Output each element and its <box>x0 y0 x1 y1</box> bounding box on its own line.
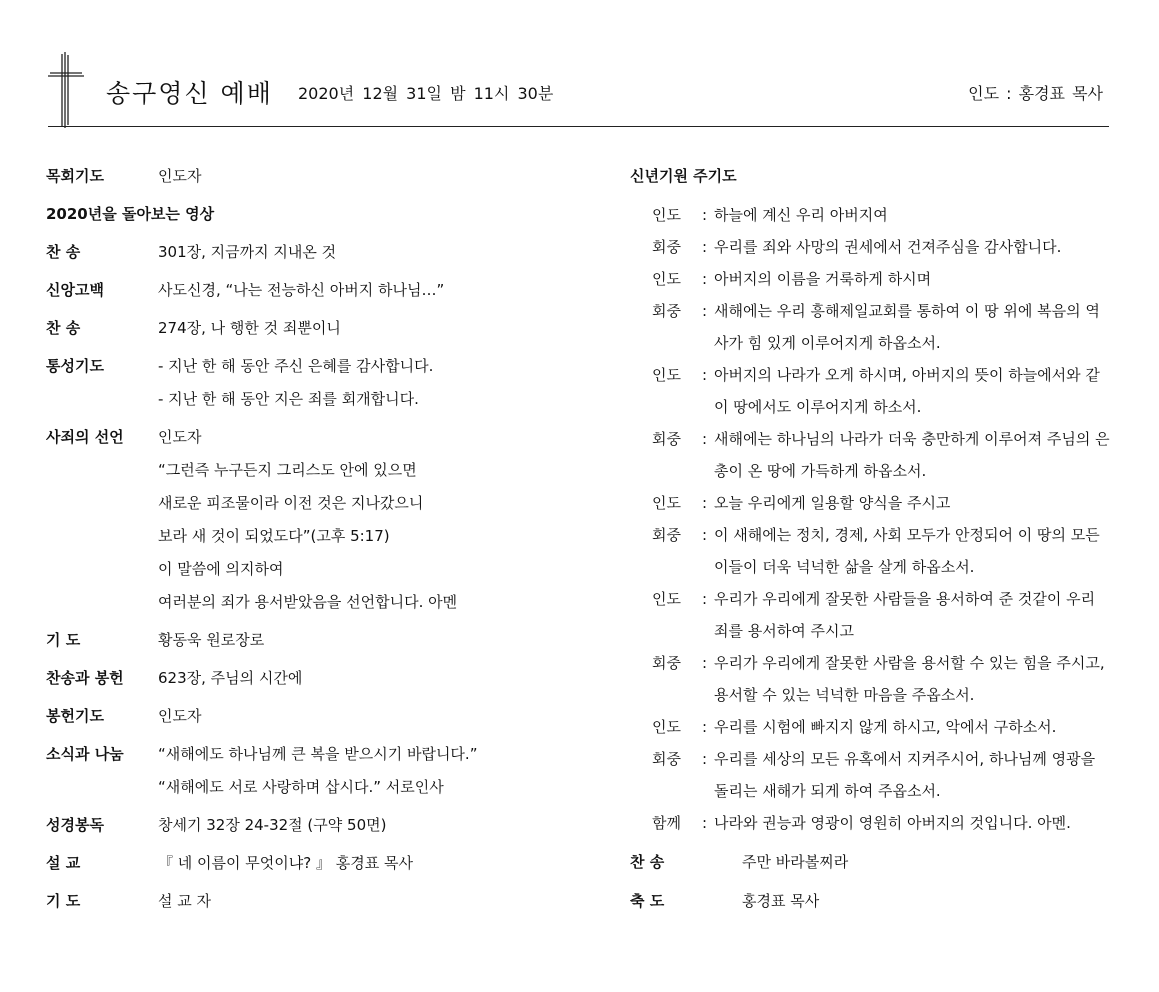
prayer-speaker: 인도 <box>652 270 681 288</box>
prayer-text: 우리가 우리에게 잘못한 사람을 용서할 수 있는 힘을 주시고, 용서할 수 있는 넉넉한 마음을 주옵소서. <box>714 654 1105 704</box>
item-value: 623장, 주님의 시간에 <box>158 669 303 687</box>
item-label: 사죄의 선언 <box>46 428 124 446</box>
item-continuation: “그런즉 누구든지 그리스도 안에 있으면 <box>158 461 417 479</box>
item-value: 인도자 <box>158 707 202 725</box>
item-value: 창세기 32장 24-32절 (구약 50면) <box>158 816 387 834</box>
item-label: 기 도 <box>46 892 81 910</box>
item-value: - 지난 한 해 동안 주신 은혜를 감사합니다. <box>158 357 434 375</box>
item-continuation: 보라 새 것이 되었도다”(고후 5:17) <box>158 527 390 545</box>
order-item <box>46 700 586 733</box>
prayer-text: 아버지의 나라가 오게 하시며, 아버지의 뜻이 하늘에서와 같이 땅에서도 이루어지게 하소서. <box>714 366 1100 416</box>
prayer-text: 나라와 권능과 영광이 영원히 아버지의 것입니다. 아멘. <box>714 814 1071 832</box>
prayer-colon: : <box>702 718 708 736</box>
prayer-line <box>630 519 1110 583</box>
prayer-speaker: 인도 <box>652 366 681 384</box>
prayer-speaker: 함께 <box>652 814 681 832</box>
closing-item <box>630 843 1110 882</box>
prayer-line <box>630 807 1110 839</box>
order-item <box>46 809 586 842</box>
order-item <box>46 885 586 918</box>
cross-icon <box>48 52 84 128</box>
item-label: 설 교 <box>46 854 81 872</box>
prayer-text: 우리를 세상의 모든 유혹에서 지켜주시어, 하나님께 영광을 돌리는 새해가 되게 하여 주옵소서. <box>714 750 1096 800</box>
order-item <box>46 236 586 269</box>
page-title: 송구영신 예배 <box>106 79 273 108</box>
order-item <box>46 160 586 193</box>
item-value: 인도자 <box>158 428 202 446</box>
prayer-colon: : <box>702 206 708 224</box>
prayer-colon: : <box>702 270 708 288</box>
item-label: 찬 송 <box>46 319 81 337</box>
item-continuation: “새해에도 서로 사랑하며 삽시다.” 서로인사 <box>158 778 444 796</box>
prayer-line <box>630 711 1110 743</box>
item-label: 소식과 나눔 <box>46 745 124 763</box>
prayer-colon: : <box>702 494 708 512</box>
header-divider <box>48 126 1109 127</box>
item-label: 신앙고백 <box>46 281 104 299</box>
prayer-speaker: 회중 <box>652 654 681 672</box>
prayer-colon: : <box>702 526 708 544</box>
order-of-worship <box>46 160 586 918</box>
new-year-prayer <box>630 160 1110 921</box>
prayer-colon: : <box>702 590 708 608</box>
order-item <box>46 312 586 345</box>
item-value: 설 교 자 <box>158 892 212 910</box>
item-value: 『 네 이름이 무엇이냐? 』 홍경표 목사 <box>158 854 413 872</box>
item-value: 주만 바라볼찌라 <box>742 853 849 871</box>
prayer-speaker: 회중 <box>652 238 681 256</box>
prayer-speaker: 인도 <box>652 590 681 608</box>
prayer-colon: : <box>702 238 708 256</box>
item-value: 황동욱 원로장로 <box>158 631 265 649</box>
item-label: 봉헌기도 <box>46 707 104 725</box>
prayer-speaker: 회중 <box>652 750 681 768</box>
item-continuation: 여러분의 죄가 용서받았음을 선언합니다. 아멘 <box>158 593 458 611</box>
prayer-speaker: 회중 <box>652 302 681 320</box>
item-label: 목회기도 <box>46 167 104 185</box>
item-label: 찬 송 <box>630 853 665 871</box>
order-item <box>46 662 586 695</box>
item-label: 통성기도 <box>46 357 104 375</box>
prayer-text: 새해에는 우리 흥해제일교회를 통하여 이 땅 위에 복음의 역사가 힘 있게 이루어지게 하옵소서. <box>714 302 1100 352</box>
prayer-text: 우리를 시험에 빠지지 않게 하시고, 악에서 구하소서. <box>714 718 1057 736</box>
prayer-line <box>630 423 1110 487</box>
prayer-speaker: 인도 <box>652 494 681 512</box>
service-leader: 인도 : 홍경표 목사 <box>968 84 1103 103</box>
item-value: 274장, 나 행한 것 죄뿐이니 <box>158 319 341 337</box>
prayer-text: 아버지의 이름을 거룩하게 하시며 <box>714 270 932 288</box>
prayer-line <box>630 199 1110 231</box>
item-value: 홍경표 목사 <box>742 892 820 910</box>
item-continuation: 새로운 피조물이라 이전 것은 지나갔으니 <box>158 494 424 512</box>
prayer-text: 우리가 우리에게 잘못한 사람들을 용서하여 준 것같이 우리 죄를 용서하여 주시고 <box>714 590 1096 640</box>
prayer-text: 이 새해에는 정치, 경제, 사회 모두가 안정되어 이 땅의 모든 이들이 더욱 넉넉한 삶을 살게 하옵소서. <box>714 526 1100 576</box>
prayer-colon: : <box>702 302 708 320</box>
order-item <box>46 847 586 880</box>
prayer-heading: 신년기원 주기도 <box>630 167 737 185</box>
item-value: 인도자 <box>158 167 202 185</box>
prayer-colon: : <box>702 430 708 448</box>
prayer-colon: : <box>702 750 708 768</box>
order-item <box>46 350 586 383</box>
prayer-text: 하늘에 계신 우리 아버지여 <box>714 206 888 224</box>
prayer-line <box>630 743 1110 807</box>
prayer-line <box>630 359 1110 423</box>
item-label: 기 도 <box>46 631 81 649</box>
prayer-speaker: 인도 <box>652 718 681 736</box>
item-value: “새해에도 하나님께 큰 복을 받으시기 바랍니다.” <box>158 745 478 763</box>
item-label: 찬송과 봉헌 <box>46 669 124 687</box>
item-label: 찬 송 <box>46 243 81 261</box>
prayer-line <box>630 647 1110 711</box>
order-item <box>46 198 586 231</box>
prayer-speaker: 회중 <box>652 526 681 544</box>
prayer-colon: : <box>702 814 708 832</box>
prayer-text: 우리를 죄와 사망의 권세에서 건져주심을 감사합니다. <box>714 238 1062 256</box>
item-label: 2020년을 돌아보는 영상 <box>46 205 215 223</box>
item-continuation: 이 말씀에 의지하여 <box>158 560 284 578</box>
prayer-line <box>630 583 1110 647</box>
prayer-text: 새해에는 하나님의 나라가 더욱 충만하게 이루어져 주님의 은총이 온 땅에 가득하게 하옵소서. <box>714 430 1110 480</box>
service-datetime: 2020년 12월 31일 밤 11시 30분 <box>298 84 554 103</box>
item-continuation: - 지난 한 해 동안 지은 죄를 회개합니다. <box>158 390 419 408</box>
order-item <box>46 274 586 307</box>
prayer-line <box>630 231 1110 263</box>
item-label: 축 도 <box>630 892 665 910</box>
prayer-line <box>630 487 1110 519</box>
prayer-speaker: 인도 <box>652 206 681 224</box>
item-value: 301장, 지금까지 지내온 것 <box>158 243 337 261</box>
prayer-colon: : <box>702 654 708 672</box>
prayer-speaker: 회중 <box>652 430 681 448</box>
order-item <box>46 421 586 454</box>
prayer-line <box>630 263 1110 295</box>
item-value: 사도신경, “나는 전능하신 아버지 하나님…” <box>158 281 445 299</box>
closing-item <box>630 882 1110 921</box>
prayer-text: 오늘 우리에게 일용할 양식을 주시고 <box>714 494 951 512</box>
order-item <box>46 624 586 657</box>
item-label: 성경봉독 <box>46 816 104 834</box>
prayer-line <box>630 295 1110 359</box>
prayer-colon: : <box>702 366 708 384</box>
order-item <box>46 738 586 771</box>
